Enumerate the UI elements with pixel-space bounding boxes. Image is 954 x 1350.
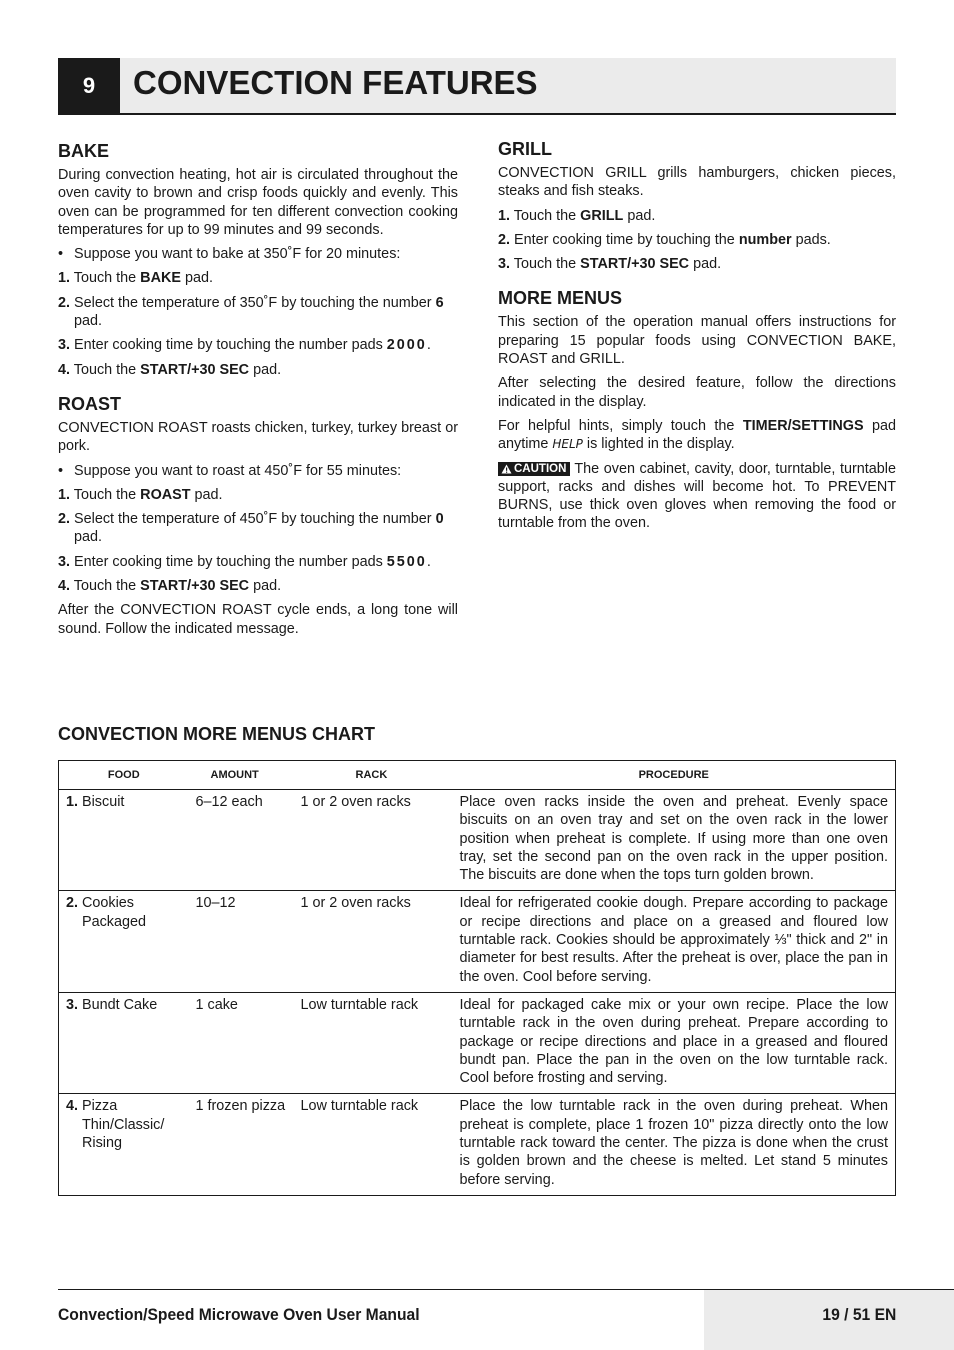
amount-cell: 6–12 each [189, 790, 294, 891]
procedure-cell: Ideal for refrigerated cookie dough. Prepare according to package or recipe directions and place on a greased and floured low turntable rack. Cookies should be approximately ⅓" thick and 2" in diameter for best results. After the preheat is over, place the pan in the oven. Cool before serving. [453, 891, 896, 992]
footer-title: Convection/Speed Microwave Oven User Manual [58, 1305, 420, 1324]
rack-cell: Low turntable rack [294, 992, 453, 1093]
table-row [59, 790, 896, 891]
roast-intro: CONVECTION ROAST roasts chicken, turkey, turkey breast or pork. [58, 419, 458, 455]
footer-page-number: 19 / 51 EN [822, 1305, 896, 1324]
col-header-amount: AMOUNT [189, 761, 294, 790]
grill-step-1: 1. Touch the GRILL pad. [498, 207, 656, 224]
chart-title: CONVECTION MORE MENUS CHART [58, 724, 376, 744]
more-menus-p1: This section of the operation manual offers instructions for preparing 15 popular foods using CONVECTION BAKE, ROAST and GRILL. [498, 314, 896, 368]
rack-cell: 1 or 2 oven racks [294, 891, 453, 992]
chapter-header [58, 58, 896, 115]
bake-bullet: • Suppose you want to bake at 350˚F for 20 minutes: [58, 246, 401, 263]
food-cell: 1. Biscuit [59, 790, 189, 891]
roast-bullet: • Suppose you want to roast at 450˚F for 55 minutes: [58, 462, 402, 479]
bake-step-3: 3. Enter cooking time by touching the number pads 2000. [58, 337, 431, 354]
food-cell: 4. Pizza Thin/Classic/ Rising [59, 1094, 189, 1195]
roast-step-4: 4. Touch the START/+30 SEC pad. [58, 578, 282, 595]
table-row [59, 891, 896, 992]
procedure-cell: Ideal for packaged cake mix or your own recipe. Place the low turntable rack in the oven during preheat. Prepare according to package or recipe directions and place in a greased and floured bundt pan. Place the pan in the oven on the low turntable rack. Cool before frosting and serving. [453, 992, 896, 1093]
bake-bullet-text: Suppose you want to bake at 350˚F for 20 minutes: [74, 246, 401, 263]
roast-step-1: 1. Touch the ROAST pad. [58, 486, 223, 503]
help-display-word: HELP [552, 437, 583, 452]
grill-step-2: 2. Enter cooking time by touching the number pads. [498, 231, 831, 248]
caution-text: The oven cabinet, cavity, door, turntable, turntable support, racks and dishes will become hot. To PREVENT BURNS, use thick oven gloves when removing the food or turntable from the oven. [498, 460, 896, 532]
footer-divider [58, 1289, 954, 1290]
procedure-cell: Place the low turntable rack in the oven during preheat. When preheat is complete, place 1 frozen 10" pizza directly onto the low turntable rack toward the center. The pizza is done when the crust is golden brown and the cheese is melted. Let stand 5 minutes before serving. [453, 1094, 896, 1195]
rack-cell: Low turntable rack [294, 1094, 453, 1195]
page-title: CONVECTION FEATURES [133, 64, 538, 101]
procedure-cell: Place oven racks inside the oven and preheat. Evenly space biscuits on an oven tray and set on the oven rack in the lower position when preheat is complete. If using more than one oven tray, set the second pan on the oven rack in the upper position. The biscuits are done when the tops turn golden brown. [453, 790, 896, 891]
amount-cell: 1 frozen pizza [189, 1094, 294, 1195]
chart-header-row [59, 761, 896, 790]
roast-section [58, 393, 458, 638]
col-header-rack: RACK [294, 761, 453, 790]
more-menus-p2: After selecting the desired feature, follow the directions indicated in the display. [498, 375, 896, 410]
caution-badge: CAUTION [498, 462, 570, 476]
bake-section [58, 140, 458, 379]
grill-heading: GRILL [498, 139, 552, 159]
caution-paragraph [498, 460, 896, 533]
rack-cell: 1 or 2 oven racks [294, 790, 453, 891]
bake-intro: During convection heating, hot air is circulated throughout the oven cavity to brown and crisp foods quickly and evenly. This oven can be programmed for ten different convection cooking temperatures for up to 99 minutes and 99 seconds. [58, 167, 458, 238]
food-cell: 2. Cookies Packaged [59, 891, 189, 992]
food-cell: 3. Bundt Cake [59, 992, 189, 1093]
roast-step-2: 2. Select the temperature of 450˚F by touching the number 0 pad. [58, 511, 444, 546]
amount-cell: 1 cake [189, 992, 294, 1093]
amount-cell: 10–12 [189, 891, 294, 992]
warning-icon [501, 464, 512, 474]
table-row [59, 1094, 896, 1195]
bake-step-1: 1. Touch the BAKE pad. [58, 270, 213, 287]
grill-intro: CONVECTION GRILL grills hamburgers, chicken pieces, steaks and fish steaks. [498, 165, 896, 200]
bake-step-4: 4. Touch the START/+30 SEC pad. [58, 361, 282, 378]
grill-step-3: 3. Touch the START/+30 SEC pad. [498, 256, 722, 273]
right-column [498, 138, 896, 547]
left-column [58, 140, 458, 652]
more-menus-heading: MORE MENUS [498, 288, 623, 309]
roast-outro: After the CONVECTION ROAST cycle ends, a long tone will sound. Follow the indicated message. [58, 602, 458, 637]
roast-heading: ROAST [58, 393, 121, 414]
chapter-number: 9 [58, 58, 120, 113]
roast-bullet-text: Suppose you want to roast at 450˚F for 55 minutes: [74, 462, 402, 479]
bake-step-2: 2. Select the temperature of 350˚F by touching the number 6 pad. [58, 294, 444, 330]
more-menus-p3: For helpful hints, simply touch the TIMER/SETTINGS pad anytime HELP is lighted in the display. [498, 417, 896, 453]
more-menus-chart [58, 760, 896, 1196]
table-row [59, 992, 896, 1093]
more-menus-section [498, 287, 896, 532]
bake-heading: BAKE [58, 141, 110, 161]
grill-section [498, 138, 896, 273]
col-header-procedure: PROCEDURE [453, 761, 896, 790]
col-header-food: FOOD [59, 761, 189, 790]
roast-step-3: 3. Enter cooking time by touching the number pads 5500. [58, 553, 431, 570]
